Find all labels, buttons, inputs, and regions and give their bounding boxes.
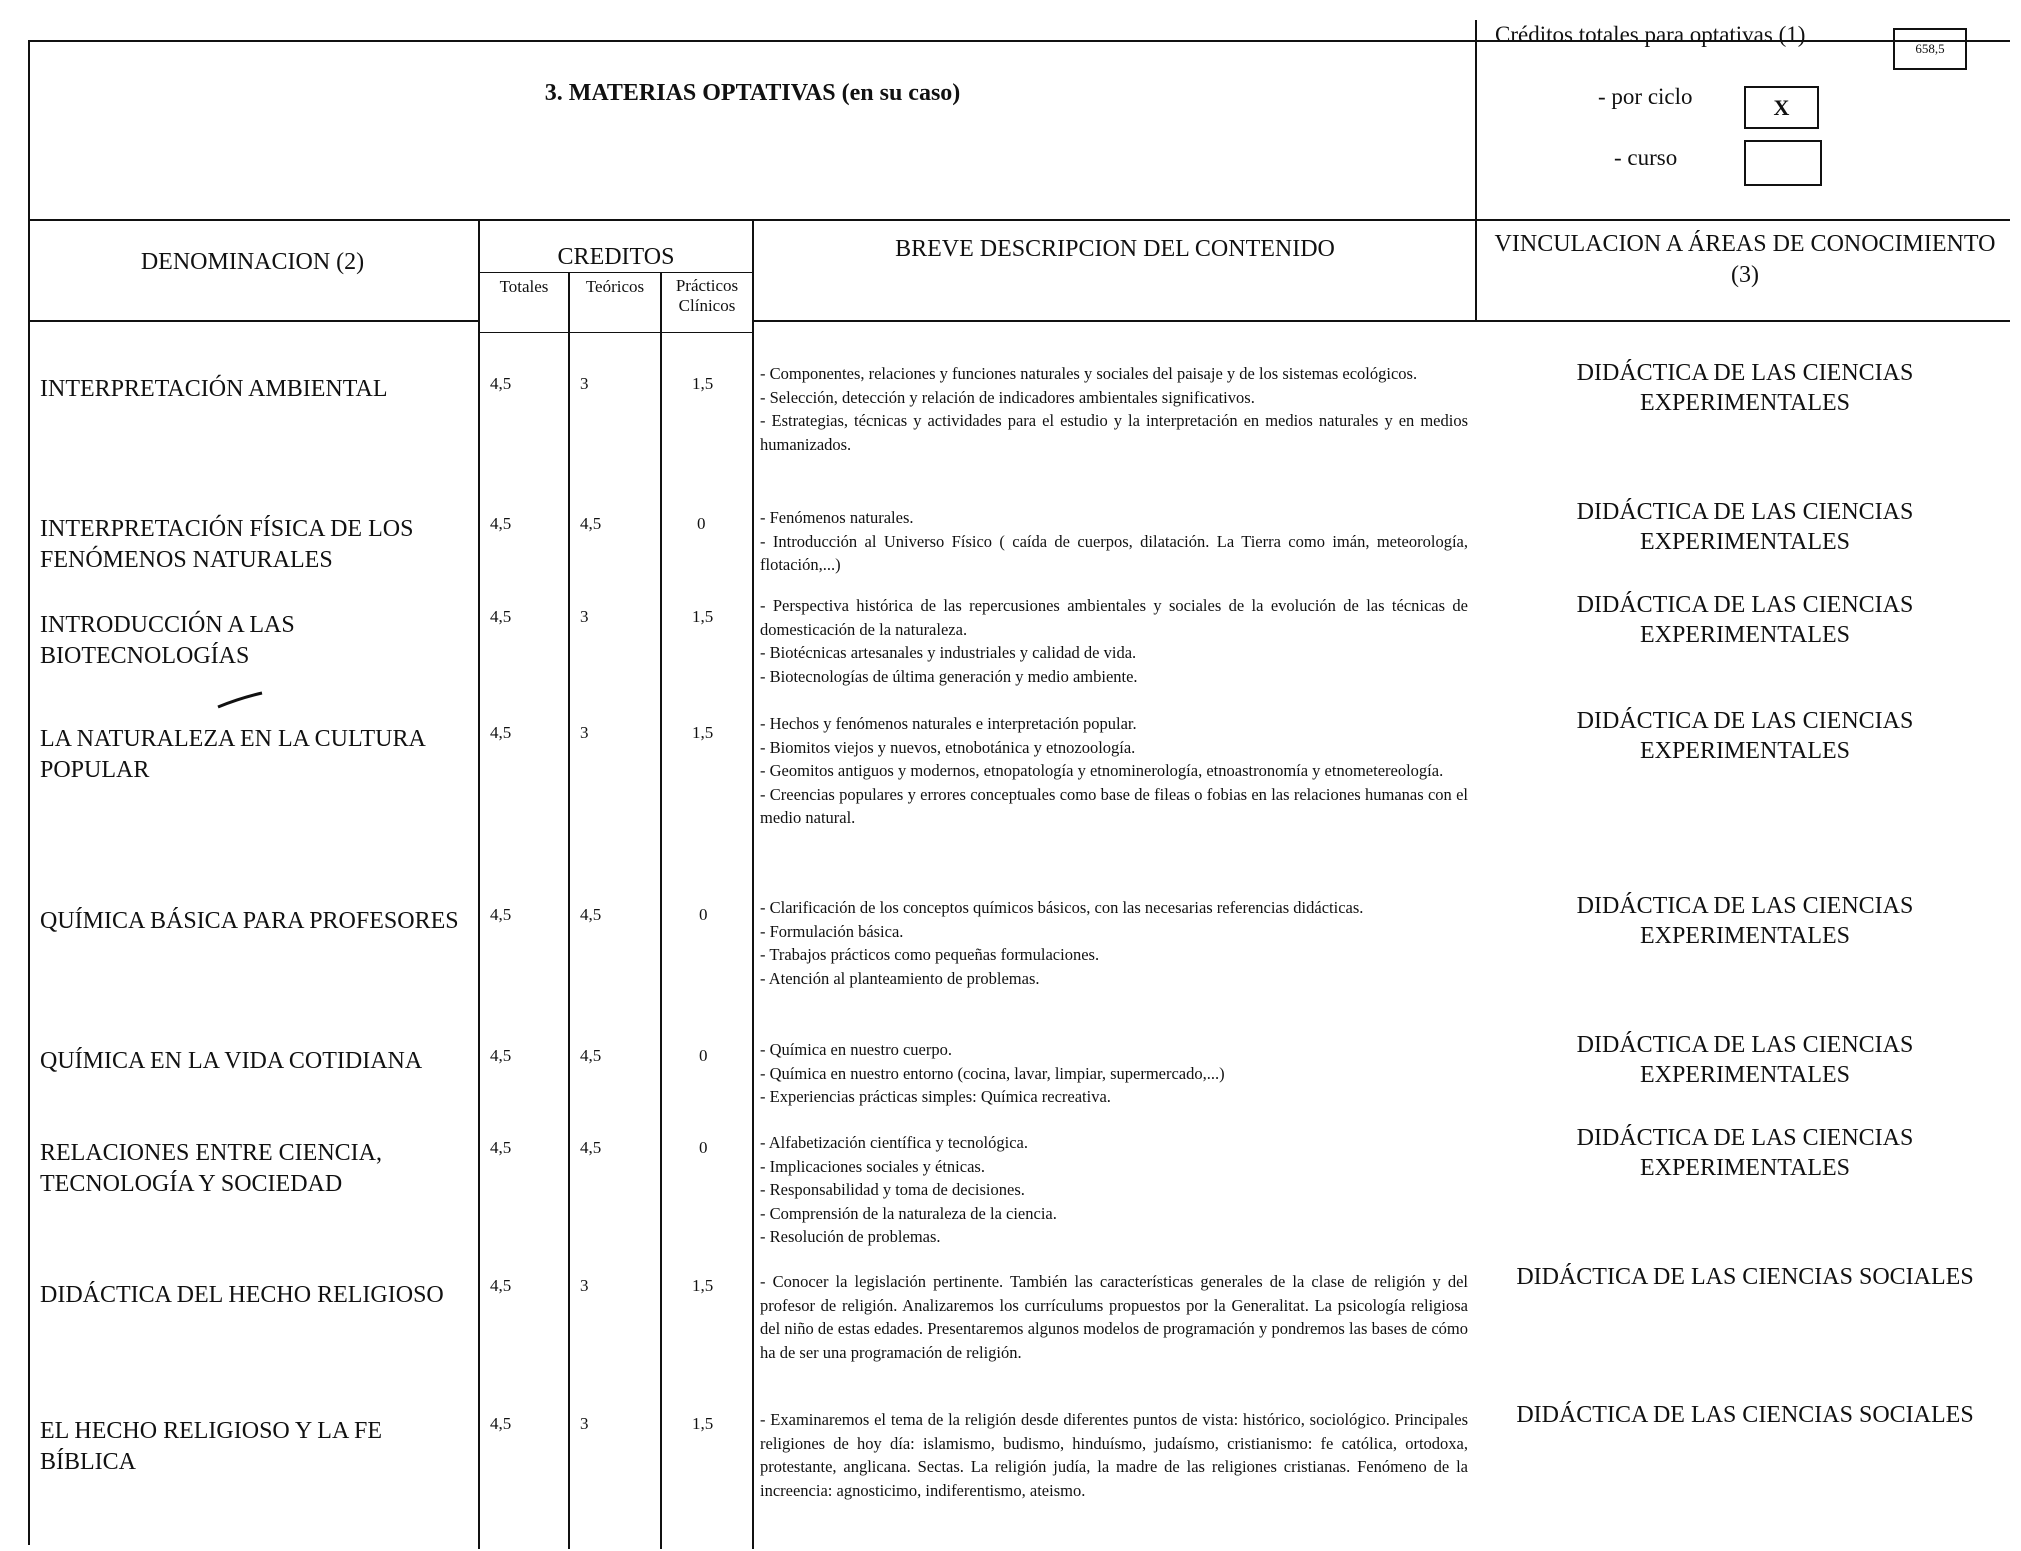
- description-line: - Biomitos viejos y nuevos, etnobotánica y etnozoología.: [760, 737, 1136, 757]
- per-course-label: - curso: [1614, 145, 1678, 170]
- subject-description: [760, 896, 1468, 990]
- section-title: 3. MATERIAS OPTATIVAS (en su caso): [544, 80, 961, 106]
- description-line: - Resolución de problemas.: [760, 1227, 941, 1246]
- description-line: - Biotecnologías de última generación y medio ambiente.: [760, 666, 1138, 686]
- description-line: - Creencias populares y errores conceptuales como base de fileas o fobias en las relaciones humanas con el medio natural.: [760, 784, 1468, 827]
- knowledge-area: DIDÁCTICA DE LAS CIENCIAS SOCIALES: [1516, 1264, 1974, 1290]
- subject-name: INTRODUCCIÓN A LAS BIOTECNOLOGÍAS: [40, 612, 295, 669]
- credits-practicos: 1,5: [692, 374, 714, 393]
- credits-totales: 4,5: [490, 514, 512, 533]
- subject-description: [760, 362, 1468, 456]
- subject-name: INTERPRETACIÓN FÍSICA DE LOS FENÓMENOS NATURALES: [40, 516, 414, 573]
- subject-description: [760, 1270, 1468, 1364]
- credits-totales: 4,5: [490, 1414, 512, 1433]
- per-cycle-label: - por ciclo: [1598, 84, 1693, 109]
- description-line: - Formulación básica.: [760, 921, 904, 941]
- description-line: - Estrategias, técnicas y actividades para el estudio y la interpretación en medios naturales y en medios humanizados.: [760, 411, 1468, 454]
- credits-teoricos: 3: [580, 1276, 589, 1295]
- credits-practicos: 0: [697, 514, 706, 533]
- description-line: - Implicaciones sociales y étnicas.: [760, 1156, 985, 1176]
- knowledge-area: DIDÁCTICA DE LAS CIENCIAS EXPERIMENTALES: [1576, 499, 1914, 555]
- credits-practicos: 0: [699, 1046, 708, 1065]
- description-line: - Perspectiva histórica de las repercusiones ambientales y sociales de la evolución de las técnicas de domesticación de la naturaleza.: [760, 596, 1468, 639]
- knowledge-area: DIDÁCTICA DE LAS CIENCIAS EXPERIMENTALES: [1576, 1125, 1914, 1181]
- header-divider: [1475, 20, 1477, 320]
- credits-totales: 4,5: [490, 1046, 512, 1065]
- section-rule: [28, 219, 2010, 221]
- pen-stroke-mark: [215, 690, 265, 710]
- subject-name: INTERPRETACIÓN AMBIENTAL: [40, 376, 388, 402]
- per-cycle-checkbox: X: [1744, 86, 1819, 129]
- subject-description: [760, 506, 1468, 577]
- header-bottom-rule-right: [752, 320, 2010, 322]
- description-line: - Química en nuestro entorno (cocina, lavar, limpiar, supermercado,...): [760, 1063, 1225, 1083]
- description-line: - Selección, detección y relación de indicadores ambientales significativos.: [760, 387, 1255, 407]
- description-line: - Hechos y fenómenos naturales e interpretación popular.: [760, 714, 1137, 733]
- credits-teoricos: 3: [580, 607, 589, 626]
- description-line: - Introducción al Universo Físico ( caída de cuerpos, dilatación. La Tierra como imán, meteorología, flotación,...): [760, 531, 1468, 574]
- description-line: - Geomitos antiguos y modernos, etnopatología y etnominerología, etnoastronomía y etnometereología.: [760, 761, 1444, 780]
- credits-totales: 4,5: [490, 1276, 512, 1295]
- description-line: - Biotécnicas artesanales y industriales y calidad de vida.: [760, 643, 1137, 662]
- knowledge-area: DIDÁCTICA DE LAS CIENCIAS EXPERIMENTALES: [1576, 1032, 1914, 1088]
- credits-practicos: 0: [699, 1138, 708, 1157]
- description-line: - Conocer la legislación pertinente. También las características generales de la clase de religión y del profesor de religión. Analizaremos los currículums propuestos por la Generalitat. La psicología religiosa del niño de estas edades. Presentaremos algunos modelos de programación y pondremos las bases de cómo ha de ser una programación de religión.: [760, 1272, 1468, 1362]
- credits-practicos: 0: [699, 905, 708, 924]
- column-header-teoricos: Teóricos: [585, 277, 645, 296]
- subject-description: [760, 1131, 1468, 1249]
- col-rule-teoricos: [568, 272, 570, 1549]
- column-header-creditos: CREDITOS: [557, 244, 675, 270]
- column-header-denominacion: DENOMINACION (2): [140, 249, 365, 275]
- subject-name: RELACIONES ENTRE CIENCIA, TECNOLOGÍA Y SOCIEDAD: [40, 1140, 382, 1197]
- subject-name: QUÍMICA EN LA VIDA COTIDIANA: [40, 1048, 423, 1074]
- col-rule-desc: [752, 219, 754, 1549]
- credits-teoricos: 4,5: [580, 514, 602, 533]
- per-course-checkbox: [1744, 140, 1822, 186]
- creditos-subrule: [478, 272, 752, 273]
- column-header-vinculacion: VINCULACION A ÁREAS DE CONOCIMIENTO (3): [1494, 231, 1996, 288]
- column-header-practicos: Prácticos Clínicos: [675, 276, 739, 315]
- description-line: - Química en nuestro cuerpo.: [760, 1040, 952, 1059]
- subject-name: EL HECHO RELIGIOSO Y LA FE BÍBLICA: [40, 1418, 382, 1475]
- credits-practicos: 1,5: [692, 723, 714, 742]
- description-line: - Atención al planteamiento de problemas.: [760, 968, 1040, 988]
- description-line: - Trabajos prácticos como pequeñas formulaciones.: [760, 945, 1100, 964]
- column-header-totales: Totales: [499, 277, 549, 296]
- column-header-descripcion: BREVE DESCRIPCION DEL CONTENIDO: [895, 236, 1335, 262]
- total-credits-label: Créditos totales para optativas (1): [1495, 22, 1806, 47]
- knowledge-area: DIDÁCTICA DE LAS CIENCIAS EXPERIMENTALES: [1576, 708, 1914, 764]
- credits-totales: 4,5: [490, 607, 512, 626]
- total-credits-box: 658,5: [1893, 28, 1967, 70]
- subject-description: [760, 594, 1468, 688]
- subject-description: [760, 1038, 1468, 1109]
- description-line: - Responsabilidad y toma de decisiones.: [760, 1180, 1025, 1199]
- subject-name: DIDÁCTICA DEL HECHO RELIGIOSO: [40, 1282, 444, 1308]
- description-line: - Componentes, relaciones y funciones naturales y sociales del paisaje y de los sistemas ecológicos.: [760, 364, 1418, 383]
- credits-totales: 4,5: [490, 1138, 512, 1157]
- subject-description: [760, 1408, 1468, 1502]
- knowledge-area: DIDÁCTICA DE LAS CIENCIAS SOCIALES: [1516, 1402, 1974, 1428]
- credits-teoricos: 3: [580, 374, 589, 393]
- description-line: - Alfabetización científica y tecnológica.: [760, 1133, 1028, 1152]
- credits-practicos: 1,5: [692, 607, 714, 626]
- subject-name: LA NATURALEZA EN LA CULTURA POPULAR: [40, 726, 425, 783]
- description-line: - Comprensión de la naturaleza de la ciencia.: [760, 1203, 1057, 1223]
- description-line: - Fenómenos naturales.: [760, 508, 914, 527]
- description-line: - Examinaremos el tema de la religión desde diferentes puntos de vista: histórico, sociológico. Principales religiones de hoy día: islamismo, budismo, hinduísmo, judaísmo, cristianismo: fe católica, ortodoxa, protestante, anglicana. Sectas. La religión judía, la madre de las religiones cristianas. Fenómeno de la increencia: agnosticimo, indiferentismo, ateismo.: [760, 1410, 1468, 1500]
- credits-totales: 4,5: [490, 374, 512, 393]
- col-rule-practicos: [660, 272, 662, 1549]
- col-rule-totales: [478, 219, 480, 1549]
- credits-teoricos: 4,5: [580, 1046, 602, 1065]
- subject-description: [760, 712, 1468, 830]
- knowledge-area: DIDÁCTICA DE LAS CIENCIAS EXPERIMENTALES: [1576, 592, 1914, 648]
- credits-teoricos: 4,5: [580, 905, 602, 924]
- creditos-bottom-rule: [478, 332, 752, 333]
- credits-practicos: 1,5: [692, 1414, 714, 1433]
- credits-teoricos: 4,5: [580, 1138, 602, 1157]
- credits-totales: 4,5: [490, 723, 512, 742]
- credits-teoricos: 3: [580, 723, 589, 742]
- knowledge-area: DIDÁCTICA DE LAS CIENCIAS EXPERIMENTALES: [1576, 893, 1914, 949]
- description-line: - Experiencias prácticas simples: Química recreativa.: [760, 1087, 1111, 1106]
- header-bottom-rule: [28, 320, 478, 322]
- subject-name: QUÍMICA BÁSICA PARA PROFESORES: [40, 908, 459, 934]
- knowledge-area: DIDÁCTICA DE LAS CIENCIAS EXPERIMENTALES: [1576, 360, 1914, 416]
- credits-teoricos: 3: [580, 1414, 589, 1433]
- credits-totales: 4,5: [490, 905, 512, 924]
- credits-practicos: 1,5: [692, 1276, 714, 1295]
- description-line: - Clarificación de los conceptos químicos básicos, con las necesarias referencias didácticas.: [760, 898, 1364, 917]
